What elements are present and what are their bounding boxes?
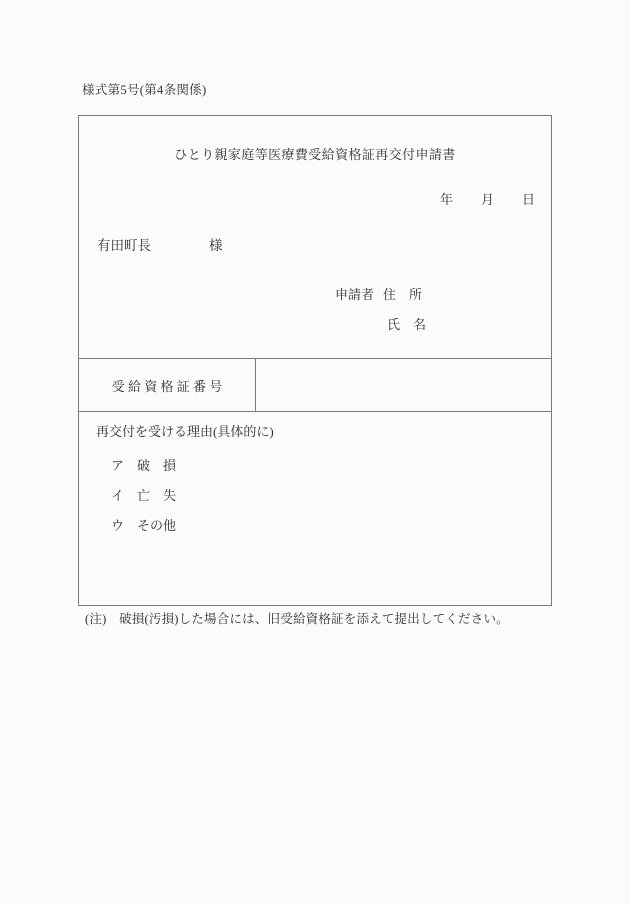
certificate-number-row	[79, 358, 551, 412]
form-box	[78, 115, 552, 606]
applicant-address-line	[335, 284, 422, 303]
reason-option-damaged: ア 破 損	[111, 458, 177, 473]
date-day-label: 日	[521, 192, 535, 207]
applicant-address-label: 住 所	[383, 287, 423, 302]
certificate-number-label: 受 給 資 格 証 番 号	[111, 378, 223, 394]
reason-section	[96, 424, 541, 533]
applicant-name-line	[387, 314, 426, 333]
reason-option-other: ウ その他	[111, 518, 177, 533]
note-line: (注) 破損(汚損)した場合には、旧受給資格証を添えて提出してください。	[85, 612, 509, 626]
addressee-line	[97, 234, 223, 254]
date-month-label: 月	[480, 192, 494, 207]
date-line	[440, 189, 535, 208]
applicant-name-label: 氏 名	[387, 317, 427, 332]
certificate-number-value-cell	[256, 359, 551, 411]
addressee-name: 有田町長	[97, 238, 151, 253]
date-year-label: 年	[439, 192, 453, 207]
reason-options	[111, 458, 541, 533]
applicant-label: 申請者	[335, 287, 375, 302]
certificate-number-label-cell	[79, 359, 256, 411]
form-number-label: 様式第5号(第4条関係)	[82, 83, 207, 97]
reason-title: 再交付を受ける理由(具体的に)	[96, 424, 274, 439]
reason-option-lost: イ 亡 失	[111, 488, 177, 503]
form-title: ひとり親家庭等医療費受給資格証再交付申請書	[174, 147, 456, 162]
addressee-honorific: 様	[209, 238, 223, 253]
